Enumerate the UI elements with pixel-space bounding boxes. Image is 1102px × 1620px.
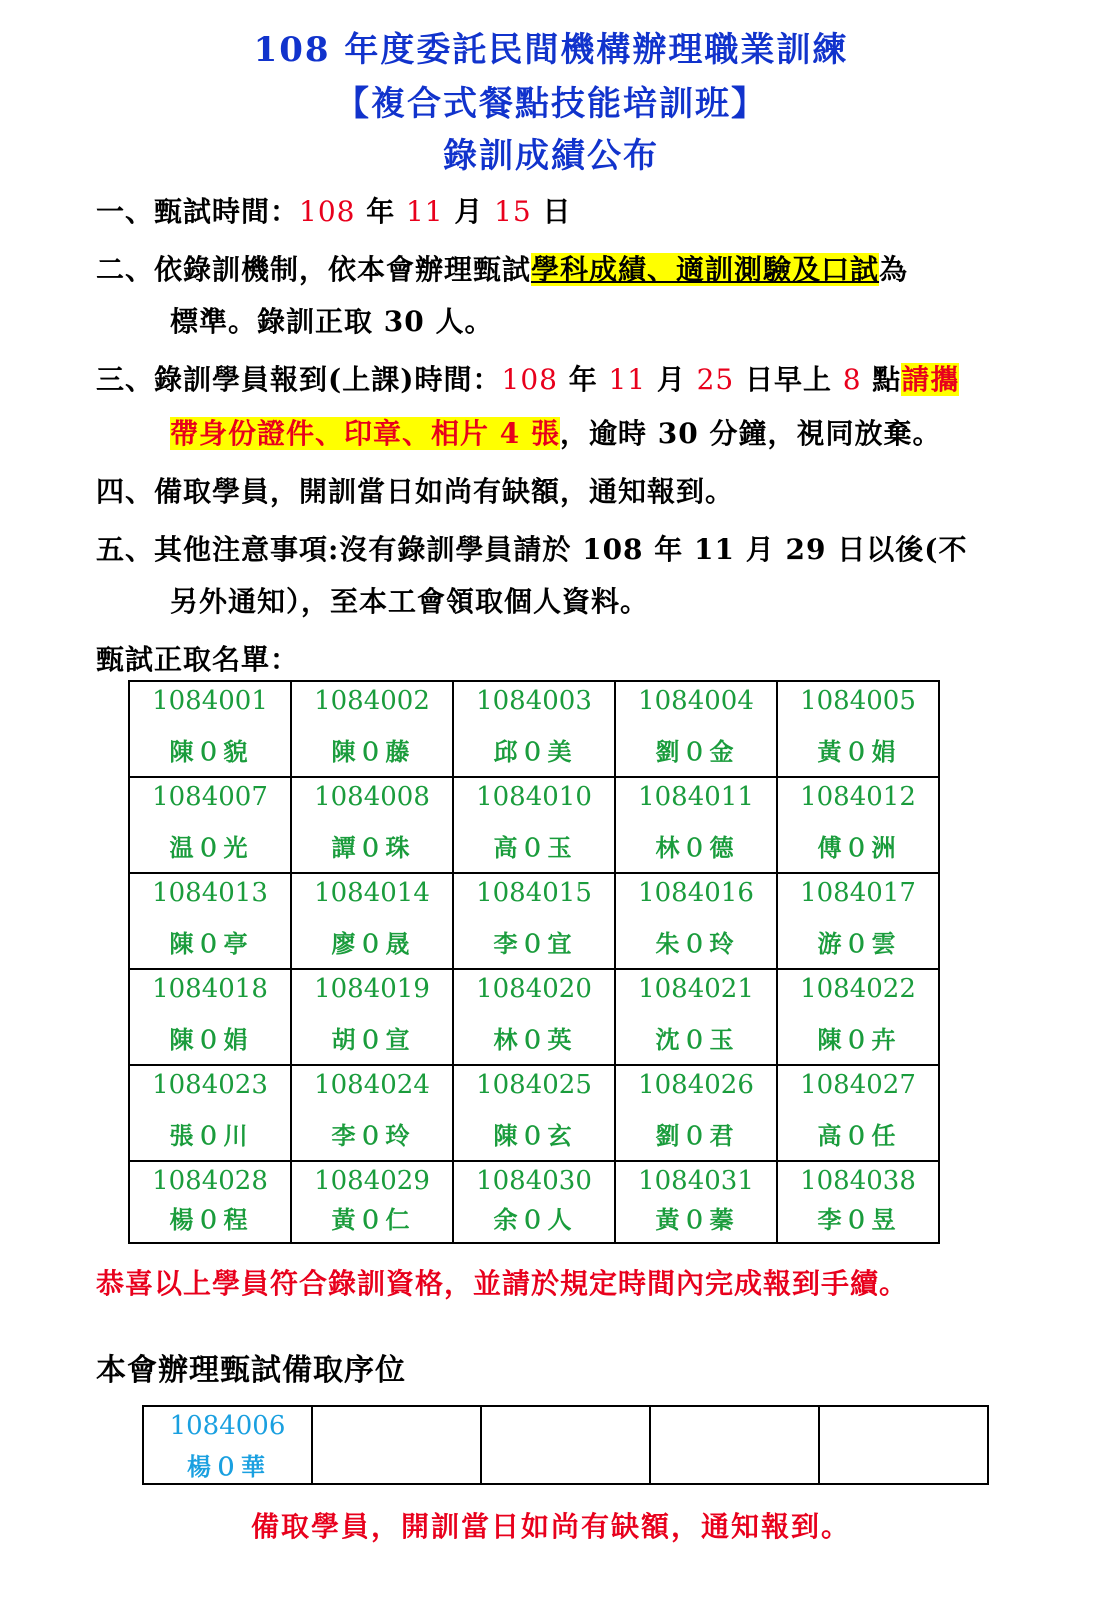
- admitted-cell: [291, 1161, 453, 1243]
- item-3-month-unit: 月: [646, 363, 697, 396]
- admitted-id: 1084020: [476, 974, 592, 1004]
- item-2-line-1: [96, 248, 908, 288]
- item-1-prefix: 一、甄試時間：: [96, 195, 300, 228]
- footer-note: 備取學員，開訓當日如尚有缺額，通知報到。: [250, 1510, 851, 1543]
- waitlist-id: [313, 1411, 480, 1441]
- admitted-id: 1084022: [800, 974, 916, 1004]
- title-line-1: 108 年度委託民間機構辦理職業訓練: [253, 30, 849, 70]
- admitted-name: 余０人: [493, 1205, 575, 1234]
- admitted-name: 張０川: [169, 1121, 251, 1150]
- admitted-name: 胡０宣: [331, 1025, 413, 1054]
- admitted-cell: [615, 681, 777, 777]
- waitlist-cell: [481, 1406, 650, 1484]
- item-3-day: 25: [696, 363, 735, 396]
- item-2-prefix: 二、依錄訓機制，依本會辦理甄試: [96, 253, 532, 286]
- admitted-name: 黃０蓁: [655, 1205, 737, 1234]
- waitlist-id: [820, 1411, 987, 1441]
- admitted-id: 1084016: [638, 878, 754, 908]
- item-2-highlight: 學科成績、適訓測驗及口試: [531, 253, 880, 286]
- item-3-suffix: ，逾時 30 分鐘，視同放棄。: [559, 417, 942, 450]
- admitted-cell: [777, 873, 939, 969]
- admitted-id: 1084015: [476, 878, 592, 908]
- admitted-name: 林０德: [655, 833, 737, 862]
- admitted-cell: [291, 777, 453, 873]
- admitted-cell: [129, 1065, 291, 1161]
- admitted-name: 黃０仁: [331, 1205, 413, 1234]
- admitted-id: 1084031: [638, 1166, 754, 1196]
- item-2-line-2: 標準。錄訓正取 30 人。: [170, 305, 494, 338]
- item-1: [96, 190, 572, 230]
- waitlist-cell: [312, 1406, 481, 1484]
- waitlist-cell: [650, 1406, 819, 1484]
- item-1-month: 11: [405, 195, 444, 228]
- admitted-id: 1084028: [152, 1166, 268, 1196]
- admitted-id: 1084026: [638, 1070, 754, 1100]
- waitlist-table: [142, 1405, 989, 1485]
- item-1-day: 15: [494, 195, 532, 228]
- admitted-id: 1084038: [800, 1166, 916, 1196]
- admitted-cell: [453, 969, 615, 1065]
- item-3-hour-unit: 點: [861, 363, 902, 396]
- admitted-name: 邱０美: [493, 737, 575, 766]
- admitted-cell: [777, 777, 939, 873]
- admitted-cell: [453, 777, 615, 873]
- admitted-name: 李０宜: [493, 929, 575, 958]
- item-2-suffix: 為: [879, 253, 909, 286]
- waitlist-cell: [143, 1406, 312, 1484]
- admitted-name: 黃０娟: [817, 737, 899, 766]
- admitted-id: 1084017: [800, 878, 916, 908]
- admitted-name: 林０英: [493, 1025, 575, 1054]
- admitted-id: 1084002: [314, 686, 430, 716]
- item-1-year-unit: 年: [355, 195, 406, 228]
- admitted-row: [129, 777, 939, 873]
- admitted-id: 1084008: [314, 782, 430, 812]
- title-line-3: 錄訓成績公布: [443, 136, 659, 176]
- admitted-id: 1084013: [152, 878, 268, 908]
- item-1-month-unit: 月: [443, 195, 495, 228]
- item-5-line-2: 另外通知），至本工會領取個人資料。: [170, 585, 650, 618]
- item-3-year: 108: [501, 363, 558, 396]
- admitted-id: 1084014: [314, 878, 430, 908]
- admitted-id: 1084011: [638, 782, 754, 812]
- item-3-highlight-1: 請攜: [901, 363, 960, 396]
- item-3-month: 11: [608, 363, 647, 396]
- admitted-cell: [777, 1161, 939, 1243]
- admitted-row: [129, 969, 939, 1065]
- admitted-name: 游０雲: [817, 929, 899, 958]
- admitted-table: [128, 680, 940, 1244]
- waitlist-heading: 本會辦理甄試備取序位: [96, 1353, 406, 1388]
- admitted-cell: [291, 969, 453, 1065]
- waitlist-name: 楊０華: [187, 1452, 268, 1481]
- admitted-row: [129, 681, 939, 777]
- admitted-name: 高０玉: [493, 833, 575, 862]
- admitted-list-heading: 甄試正取名單：: [96, 643, 300, 676]
- admitted-cell: [129, 681, 291, 777]
- admitted-name: 陳０藤: [331, 737, 413, 766]
- admitted-name: 李０昱: [817, 1205, 899, 1234]
- admitted-name: 楊０程: [169, 1205, 251, 1234]
- admitted-cell: [453, 1065, 615, 1161]
- admitted-row: [129, 1065, 939, 1161]
- admitted-name: 温０光: [169, 833, 251, 862]
- item-3-highlight-2: 帶身份證件、印章、相片 4 張: [170, 417, 560, 450]
- admitted-cell: [615, 969, 777, 1065]
- admitted-name: 廖０晟: [331, 929, 413, 958]
- admitted-id: 1084021: [638, 974, 754, 1004]
- item-1-day-unit: 日: [531, 195, 572, 228]
- item-3-line-1: [96, 358, 959, 398]
- admitted-name: 沈０玉: [655, 1025, 737, 1054]
- admitted-id: 1084001: [152, 686, 268, 716]
- admitted-id: 1084003: [476, 686, 592, 716]
- admitted-cell: [129, 969, 291, 1065]
- admitted-id: 1084030: [476, 1166, 592, 1196]
- admitted-id: 1084027: [800, 1070, 916, 1100]
- admitted-name: 劉０君: [655, 1121, 737, 1150]
- waitlist-id: 1084006: [169, 1411, 286, 1441]
- admitted-id: 1084023: [152, 1070, 268, 1100]
- admitted-cell: [615, 873, 777, 969]
- item-4: 四、備取學員，開訓當日如尚有缺額，通知報到。: [96, 475, 735, 508]
- admitted-cell: [453, 1161, 615, 1243]
- admitted-id: 1084018: [152, 974, 268, 1004]
- admitted-cell: [291, 873, 453, 969]
- admitted-cell: [453, 873, 615, 969]
- admitted-name: 高０任: [817, 1121, 899, 1150]
- admitted-cell: [453, 681, 615, 777]
- admitted-cell: [777, 1065, 939, 1161]
- admitted-name: 李０玲: [331, 1121, 413, 1150]
- waitlist-id: [482, 1411, 649, 1441]
- admitted-cell: [777, 969, 939, 1065]
- item-3-day-unit: 日早上: [734, 363, 843, 396]
- admitted-cell: [777, 681, 939, 777]
- admitted-name: 陳０亭: [169, 929, 251, 958]
- admitted-cell: [615, 1065, 777, 1161]
- admitted-name: 傅０洲: [817, 833, 899, 862]
- admitted-name: 陳０卉: [817, 1025, 899, 1054]
- admitted-row: [129, 873, 939, 969]
- admitted-name: 陳０娟: [169, 1025, 251, 1054]
- admitted-id: 1084012: [800, 782, 916, 812]
- waitlist-id: [651, 1411, 818, 1441]
- congrats-message: 恭喜以上學員符合錄訓資格，並請於規定時間內完成報到手續。: [96, 1267, 909, 1300]
- item-3-year-unit: 年: [557, 363, 609, 396]
- waitlist-cell: [819, 1406, 988, 1484]
- admitted-row: [129, 1161, 939, 1243]
- admitted-cell: [129, 1161, 291, 1243]
- admitted-name: 陳０玄: [493, 1121, 575, 1150]
- item-3-line-2: [170, 412, 941, 452]
- admitted-name: 朱０玲: [655, 929, 737, 958]
- item-5-line-1: 五、其他注意事項:沒有錄訓學員請於 108 年 11 月 29 日以後(不: [96, 533, 968, 566]
- admitted-id: 1084029: [314, 1166, 430, 1196]
- admitted-cell: [129, 873, 291, 969]
- admitted-id: 1084005: [800, 686, 916, 716]
- admitted-id: 1084019: [314, 974, 430, 1004]
- admitted-cell: [615, 777, 777, 873]
- item-3-prefix: 三、錄訓學員報到(上課)時間：: [96, 363, 502, 396]
- item-3-hour: 8: [842, 363, 862, 396]
- waitlist-row: [143, 1406, 988, 1484]
- admitted-id: 1084024: [314, 1070, 430, 1100]
- admitted-cell: [615, 1161, 777, 1243]
- title-line-2: 【複合式餐點技能培訓班】: [335, 84, 767, 124]
- admitted-id: 1084010: [476, 782, 592, 812]
- admitted-id: 1084025: [476, 1070, 592, 1100]
- admitted-cell: [291, 681, 453, 777]
- admitted-id: 1084007: [152, 782, 268, 812]
- admitted-id: 1084004: [638, 686, 754, 716]
- admitted-name: 劉０金: [655, 737, 737, 766]
- admitted-cell: [129, 777, 291, 873]
- item-1-year: 108: [299, 195, 356, 228]
- admitted-name: 陳０貌: [169, 737, 251, 766]
- admitted-name: 譚０珠: [331, 833, 413, 862]
- admitted-cell: [291, 1065, 453, 1161]
